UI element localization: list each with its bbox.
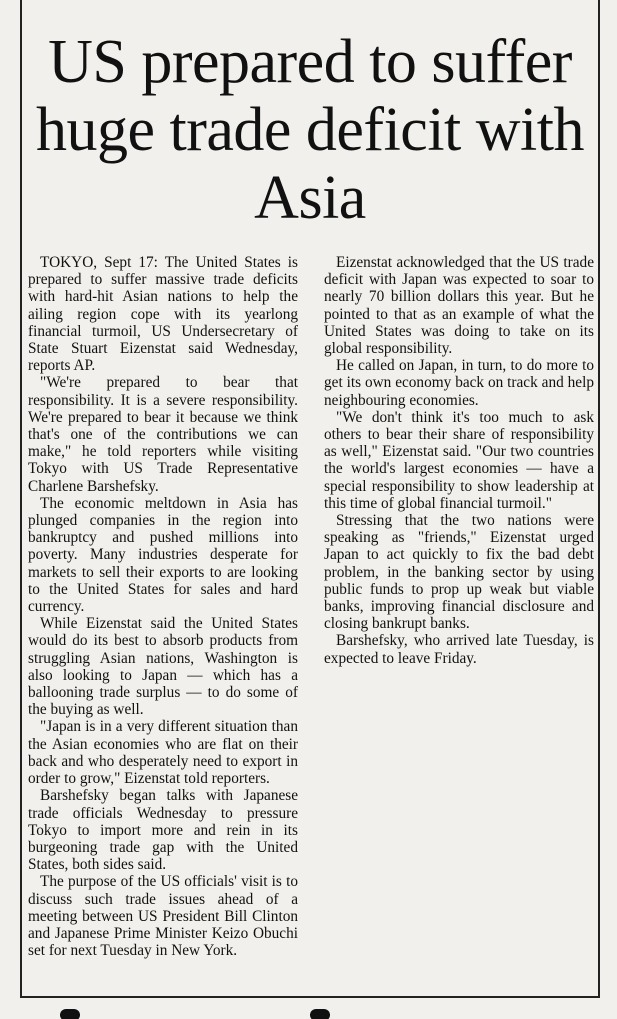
paragraph: "Japan is in a very different situation than the Asian economies who are flat on their back and who desperately need to export in order to grow," Eizenstat told reporters. bbox=[28, 718, 298, 788]
paragraph: The economic meltdown in Asia has plunged companies in the region into bankruptcy and pushed millions into poverty. Many industries desperate for markets to sell their exports to are looking to the United States for sales and hard currency. bbox=[28, 494, 298, 616]
paragraph: Barshefsky began talks with Japanese trade officials Wednesday to pressure Tokyo to import more and rein in its burgeoning trade gap with the United States, both sides said. bbox=[28, 787, 298, 874]
next-article-fragment bbox=[20, 1006, 600, 1019]
column-rule-right bbox=[598, 0, 600, 996]
paragraph: While Eizenstat said the United States would do its best to absorb products from struggling Asian nations, Washington is also looking to Japan — which has a ballooning trade surplus — to do some of the buying as well. bbox=[28, 615, 298, 719]
paragraph: Barshefsky, who arrived late Tuesday, is expected to leave Friday. bbox=[324, 632, 594, 667]
paragraph: Stressing that the two nations were speaking as "friends," Eizenstat urged Japan to act quickly to fix the bad debt problem, in the banking sector by using public funds to prop up weak but viable banks, improving financial disclosure and closing bankrupt banks. bbox=[324, 512, 594, 633]
paragraph: "We're prepared to bear that responsibility. It is a severe responsibility. We're prepared to bear it because we think that's one of the contributions we can make," he told reporters while visiting Tokyo with US Trade Representative Charlene Barshefsky. bbox=[28, 374, 298, 495]
paragraph: The purpose of the US officials' visit is to discuss such trade issues ahead of a meeting between US President Bill Clinton and Japanese Prime Minister Keizo Obuchi set for next Tuesday in New York. bbox=[28, 873, 298, 960]
paragraph: "We don't think it's too much to ask others to bear their share of responsibility as well," Eizenstat said. "Our two countries the world's largest economies — have a special responsibility to show leadership at this time of global financial turmoil." bbox=[324, 408, 594, 512]
paragraph: He called on Japan, in turn, to do more to get its own economy back on track and help neighbouring economies. bbox=[324, 357, 594, 409]
article-headline: US prepared to suffer huge trade deficit with Asia bbox=[35, 28, 584, 232]
article-body bbox=[28, 254, 594, 990]
paragraph: Eizenstat acknowledged that the US trade deficit with Japan was expected to soar to nearly 70 billion dollars this year. But he pointed to that as an example of what the United States was doing to take on its global responsibility. bbox=[324, 254, 594, 358]
paragraph: TOKYO, Sept 17: The United States is prepared to suffer massive trade deficits with hard-hit Asian nations to help the ailing region cope with its yearlong financial turmoil, US Undersecretary of State Stuart Eizenstat said Wednesday, reports AP. bbox=[28, 254, 298, 375]
bottom-rule bbox=[20, 996, 600, 998]
